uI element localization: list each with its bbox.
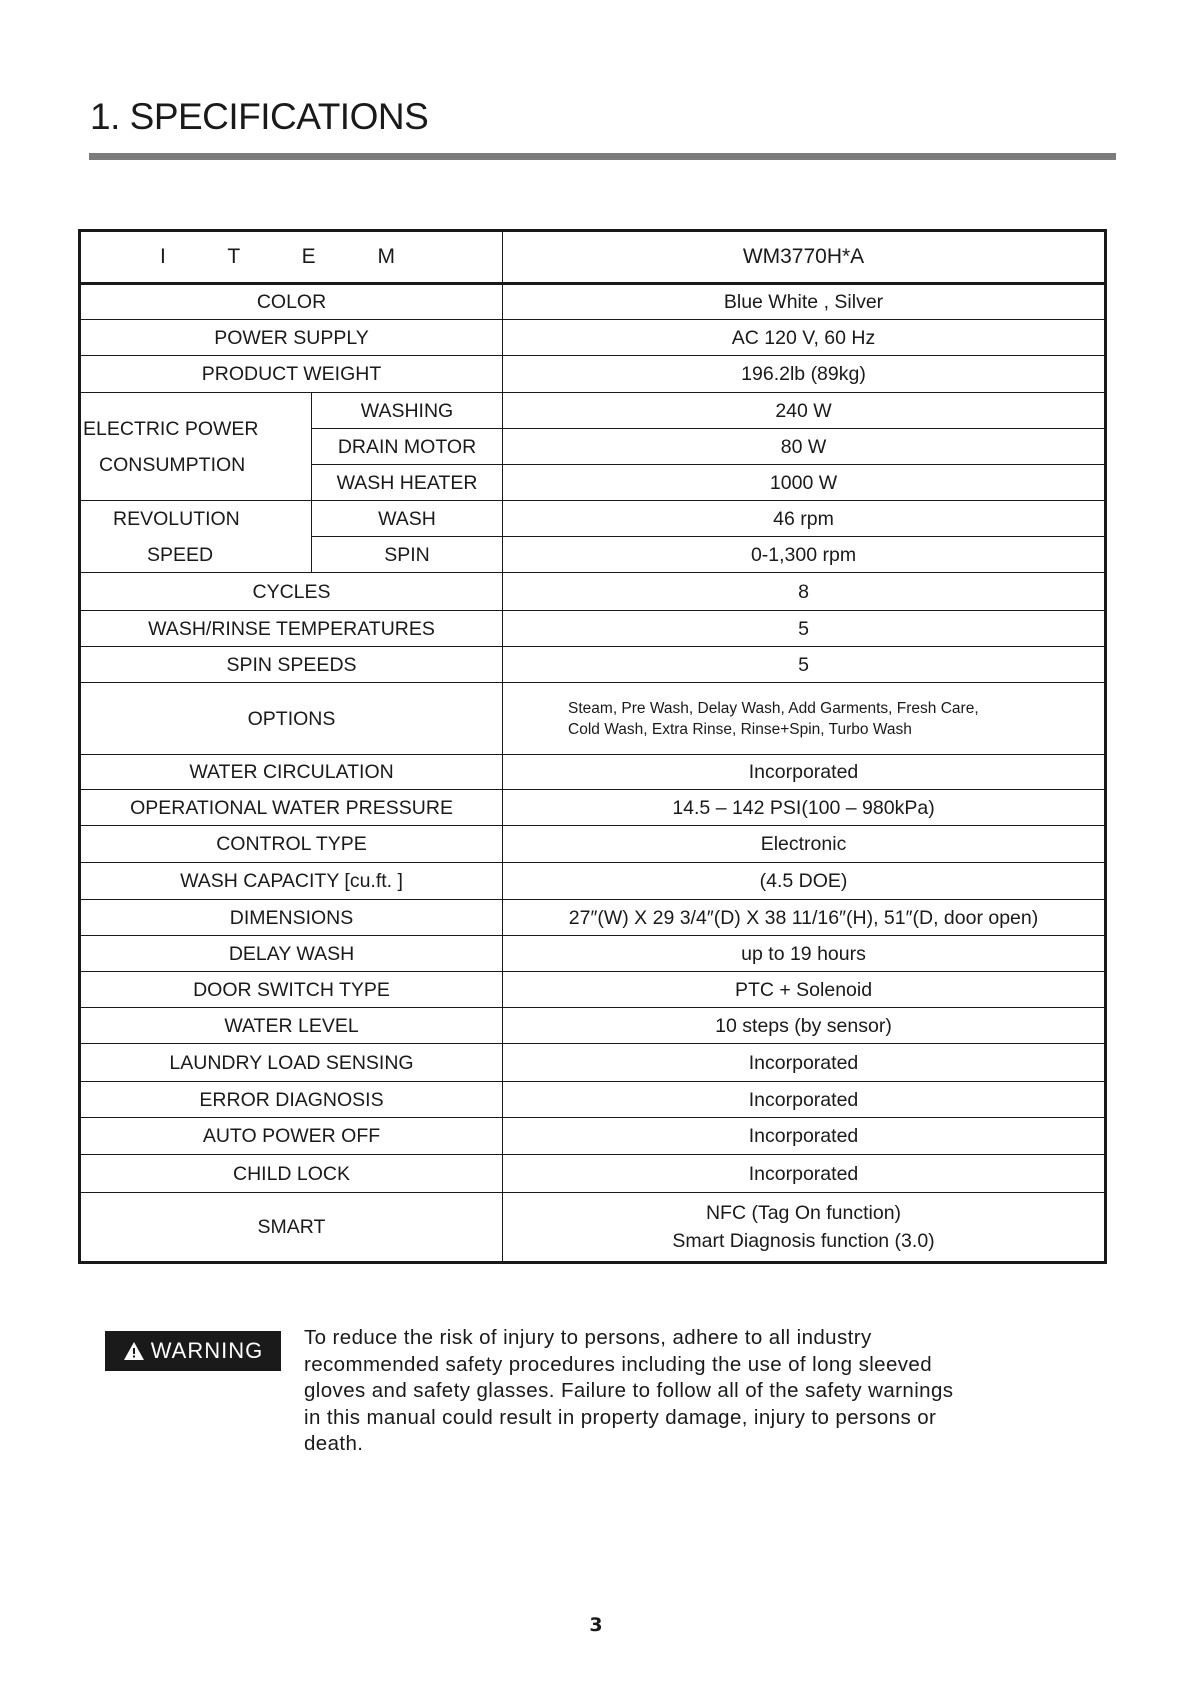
spec-value: 14.5 – 142 PSI(100 – 980kPa) xyxy=(503,790,1106,826)
group-label-line: REVOLUTION xyxy=(113,507,240,530)
spec-sublabel: WASHING xyxy=(312,393,503,429)
spec-label: CONTROL TYPE xyxy=(80,826,503,863)
group-label-line: SPEED xyxy=(147,543,214,566)
spec-label: ERROR DIAGNOSIS xyxy=(80,1082,503,1118)
table-row xyxy=(80,284,1106,320)
spec-value: 5 xyxy=(503,647,1106,683)
spec-label: CYCLES xyxy=(80,573,503,611)
table-row xyxy=(80,1118,1106,1155)
table-row xyxy=(80,356,1106,393)
spec-sublabel: WASH xyxy=(312,501,503,537)
options-line: Steam, Pre Wash, Delay Wash, Add Garments, Fresh Care, xyxy=(568,699,979,717)
warning-text: To reduce the risk of injury to persons, adhere to all industry recommended safety procedures including the use of long sleeved gloves and safety glasses. Failure to follow all of the safety warnings in this manual could result in property damage, injury to persons or death. xyxy=(304,1326,954,1455)
warning-badge xyxy=(105,1331,281,1371)
specifications-table xyxy=(78,229,1107,1264)
spec-label: WATER LEVEL xyxy=(80,1008,503,1044)
table-row xyxy=(80,1008,1106,1044)
spec-value: Blue White , Silver xyxy=(503,284,1106,320)
spec-label: PRODUCT WEIGHT xyxy=(80,356,503,393)
spec-value: Incorporated xyxy=(503,1118,1106,1155)
spec-value: 8 xyxy=(503,573,1106,611)
options-value xyxy=(503,683,1106,755)
table-row xyxy=(80,647,1106,683)
smart-line: Smart Diagnosis function (3.0) xyxy=(672,1230,935,1252)
warning-triangle-icon xyxy=(123,1341,145,1361)
spec-value: 240 W xyxy=(503,393,1106,429)
group-label-line: ELECTRIC POWER xyxy=(83,417,259,440)
smart-value xyxy=(503,1193,1106,1263)
table-row xyxy=(80,1044,1106,1082)
table-row xyxy=(80,863,1106,900)
spec-label: COLOR xyxy=(80,284,503,320)
spec-sublabel: SPIN xyxy=(312,537,503,573)
spec-value: 27″(W) X 29 3/4″(D) X 38 11/16″(H), 51″(D, door open) xyxy=(503,900,1106,936)
spec-label: WATER CIRCULATION xyxy=(80,755,503,790)
spec-value: 10 steps (by sensor) xyxy=(503,1008,1106,1044)
table-row xyxy=(80,393,1106,429)
page-title: 1. SPECIFICATIONS xyxy=(90,96,429,137)
table-row xyxy=(80,755,1106,790)
spec-label: WASH/RINSE TEMPERATURES xyxy=(80,611,503,647)
electric-power-consumption-group xyxy=(80,393,312,501)
table-row xyxy=(80,936,1106,972)
revolution-speed-group xyxy=(80,501,312,573)
spec-value: Incorporated xyxy=(503,755,1106,790)
spec-value: up to 19 hours xyxy=(503,936,1106,972)
warning-label: WARNING xyxy=(150,1338,264,1363)
spec-value: 196.2lb (89kg) xyxy=(503,356,1106,393)
spec-value: 0-1,300 rpm xyxy=(503,537,1106,573)
page-number: 3 xyxy=(589,1614,603,1636)
spec-label: POWER SUPPLY xyxy=(80,320,503,356)
spec-value: Incorporated xyxy=(503,1082,1106,1118)
options-line: Cold Wash, Extra Rinse, Rinse+Spin, Turbo Wash xyxy=(568,720,912,738)
spec-value: Electronic xyxy=(503,826,1106,863)
spec-value: PTC + Solenoid xyxy=(503,972,1106,1008)
table-row xyxy=(80,972,1106,1008)
model-header: WM3770H*A xyxy=(503,231,1106,284)
spec-value: 5 xyxy=(503,611,1106,647)
smart-line: NFC (Tag On function) xyxy=(705,1202,902,1224)
table-row xyxy=(80,320,1106,356)
spec-value: 1000 W xyxy=(503,465,1106,501)
spec-sublabel: WASH HEATER xyxy=(312,465,503,501)
table-row xyxy=(80,1155,1106,1193)
spec-value: (4.5 DOE) xyxy=(503,863,1106,900)
table-row xyxy=(80,501,1106,537)
spec-label: DELAY WASH xyxy=(80,936,503,972)
spec-label: DOOR SWITCH TYPE xyxy=(80,972,503,1008)
item-header: I T E M xyxy=(80,231,503,284)
spec-label: LAUNDRY LOAD SENSING xyxy=(80,1044,503,1082)
spec-label: OPTIONS xyxy=(80,683,503,755)
spec-sublabel: DRAIN MOTOR xyxy=(312,429,503,465)
spec-label: OPERATIONAL WATER PRESSURE xyxy=(80,790,503,826)
spec-value: AC 120 V, 60 Hz xyxy=(503,320,1106,356)
spec-label: DIMENSIONS xyxy=(80,900,503,936)
title-divider xyxy=(89,153,1116,160)
spec-value: Incorporated xyxy=(503,1155,1106,1193)
table-row xyxy=(80,900,1106,936)
table-row xyxy=(80,683,1106,755)
table-row xyxy=(80,1193,1106,1263)
spec-label: SMART xyxy=(80,1193,503,1263)
spec-value: Incorporated xyxy=(503,1044,1106,1082)
table-row xyxy=(80,790,1106,826)
spec-label: SPIN SPEEDS xyxy=(80,647,503,683)
spec-value: 46 rpm xyxy=(503,501,1106,537)
spec-value: 80 W xyxy=(503,429,1106,465)
table-row xyxy=(80,1082,1106,1118)
table-row xyxy=(80,573,1106,611)
spec-label: WASH CAPACITY [cu.ft. ] xyxy=(80,863,503,900)
spec-label: CHILD LOCK xyxy=(80,1155,503,1193)
table-header-row xyxy=(80,231,1106,284)
group-label-line: CONSUMPTION xyxy=(99,453,246,476)
table-row xyxy=(80,826,1106,863)
table-row xyxy=(80,611,1106,647)
spec-label: AUTO POWER OFF xyxy=(80,1118,503,1155)
